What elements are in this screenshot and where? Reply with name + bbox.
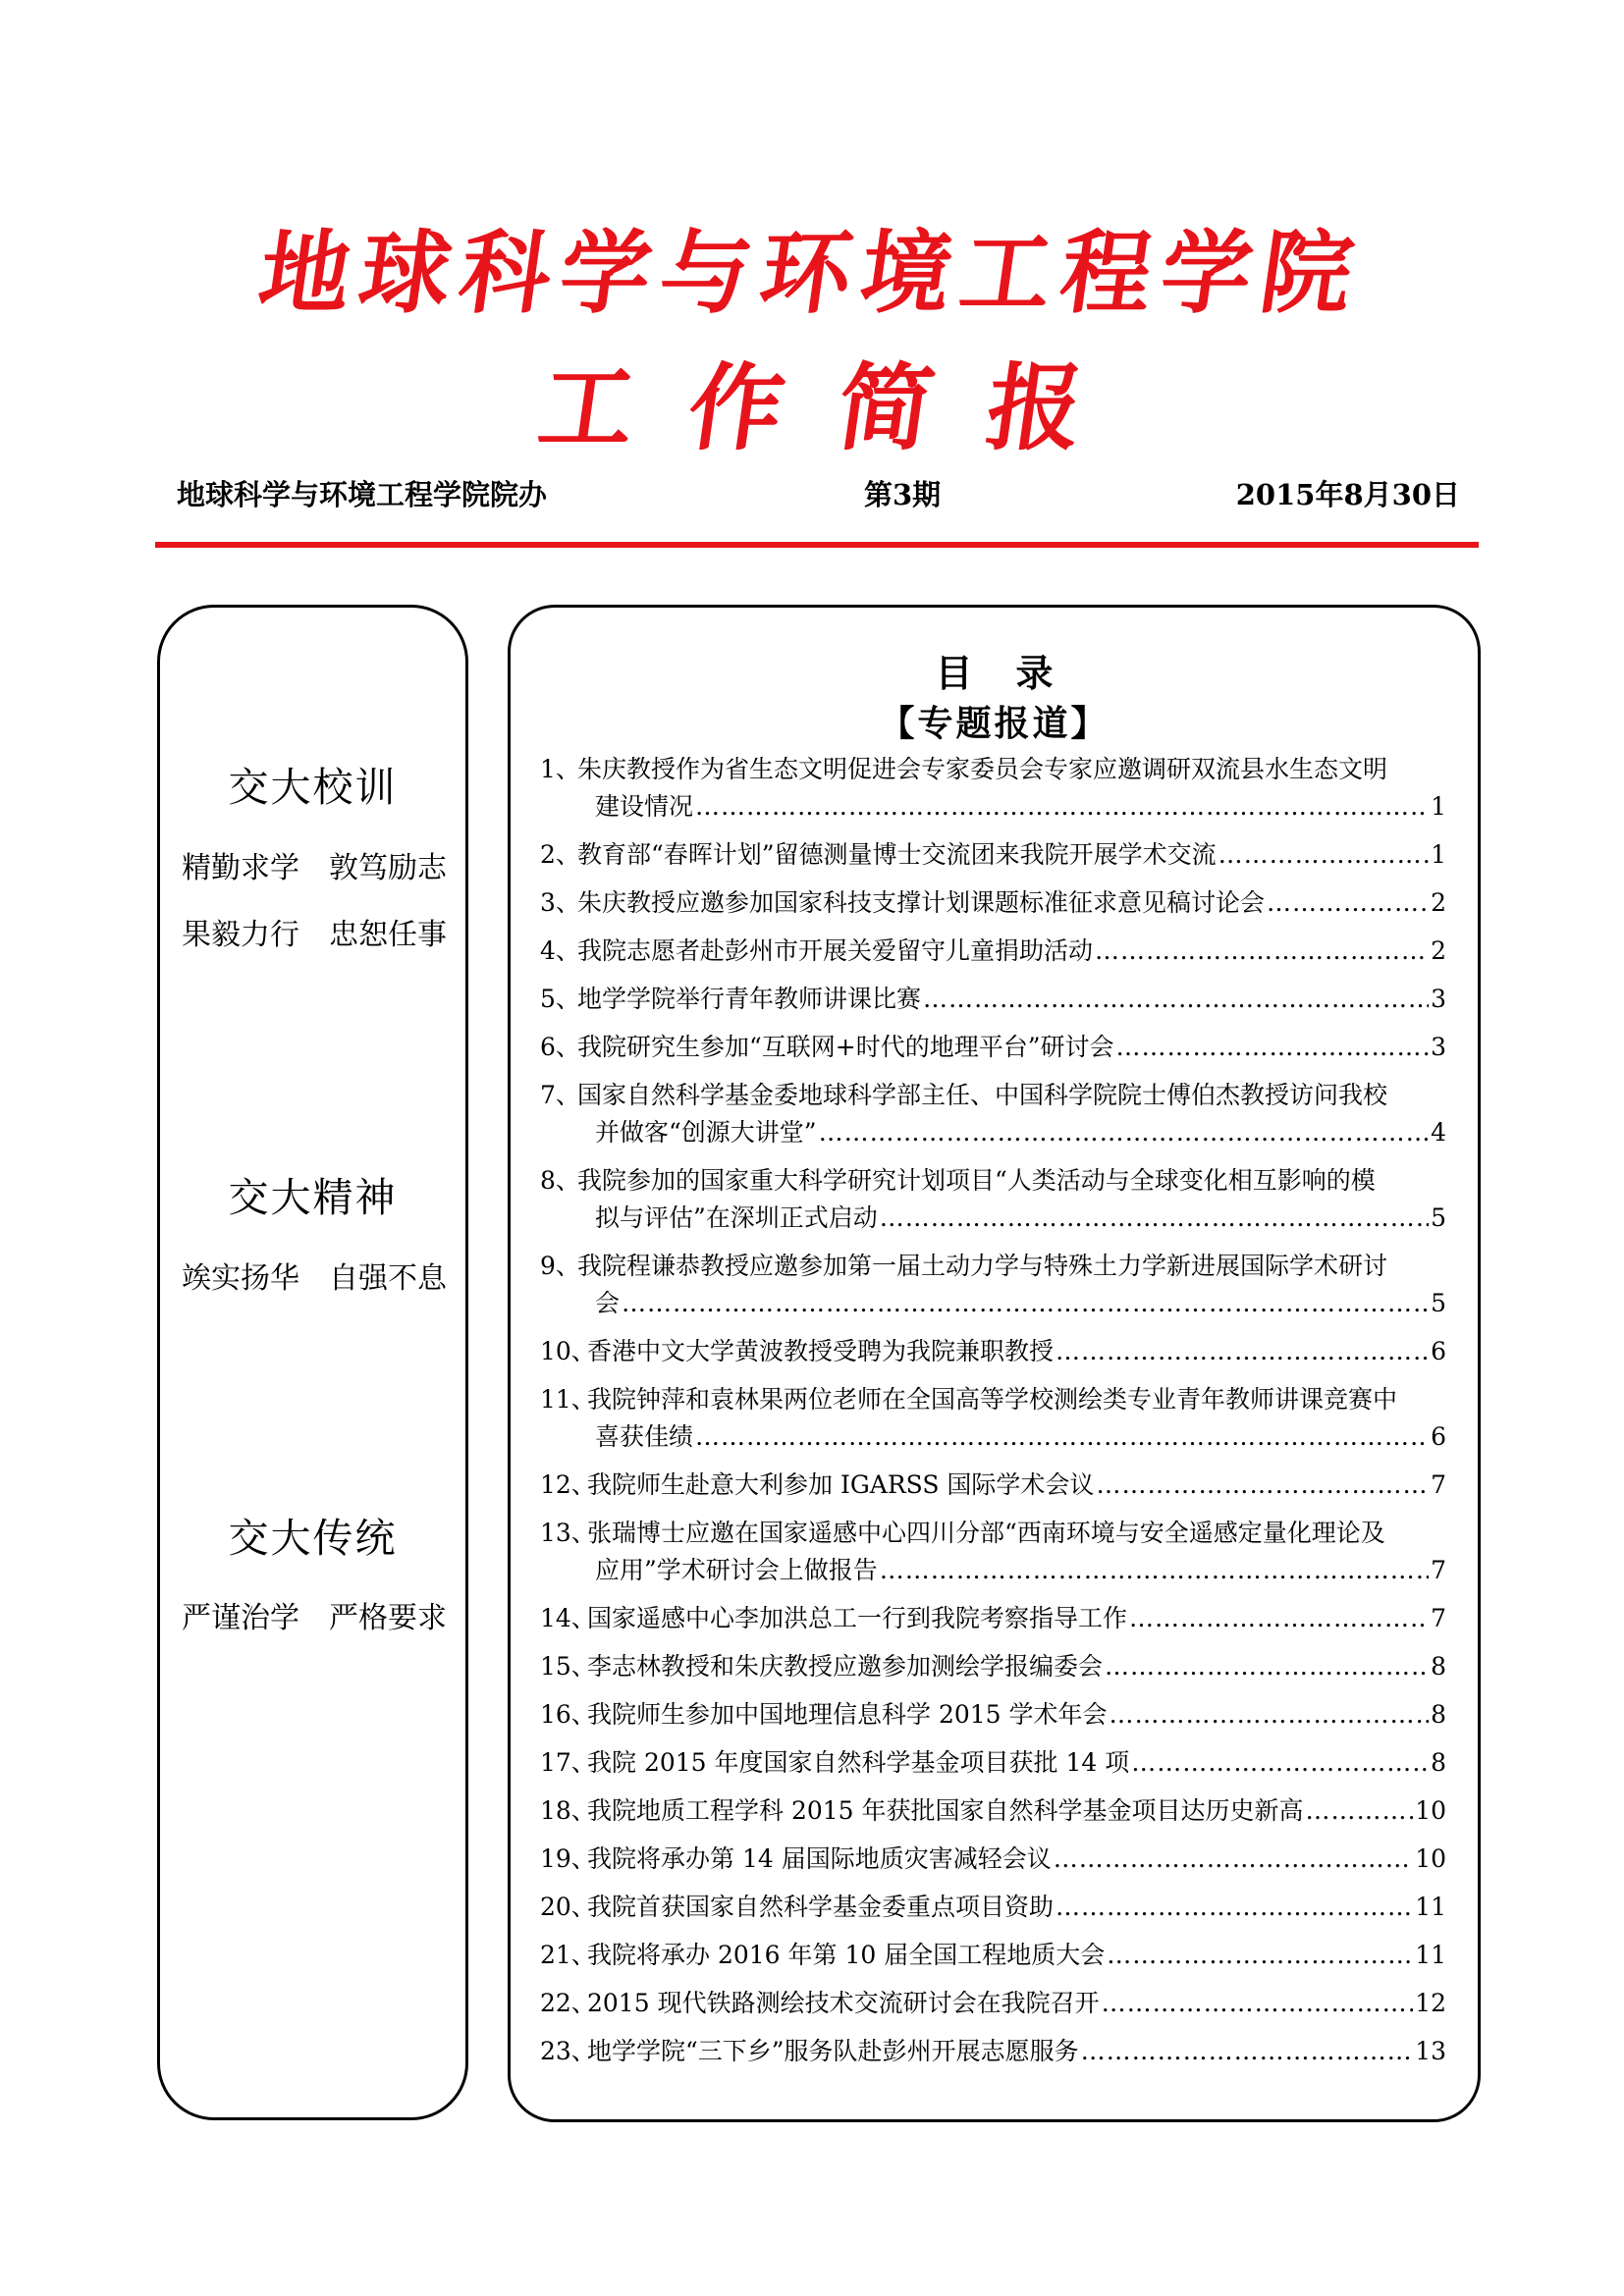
toc-dot-leader [1054, 1841, 1413, 1878]
toc-entry[interactable] [540, 1077, 1446, 1151]
toc-entry-title: 我院首获国家自然科学基金委重点项目资助 [587, 1893, 1055, 1921]
toc-entry-leader-line [540, 836, 1446, 874]
toc-entry-leader-line [540, 1029, 1446, 1066]
toc-entry-number: 7、 [540, 1081, 580, 1109]
toc-entry-number: 14、 [540, 1604, 596, 1632]
toc-entry-leader-line [540, 884, 1446, 922]
toc-page-number: 1 [1431, 792, 1446, 821]
toc-dot-leader [1110, 1696, 1430, 1734]
toc-entry[interactable] [540, 1333, 1446, 1370]
toc-entry-title: 我院志愿者赴彭州市开展关爱留守儿童捐助活动 [577, 936, 1094, 965]
toc-dot-leader [923, 981, 1429, 1018]
toc-entry[interactable] [540, 1841, 1446, 1878]
motto-phrase: 敦笃励志 [329, 851, 447, 885]
toc-entry-title: 我院研究生参加“互联网+时代的地理平台”研讨会 [577, 1033, 1114, 1061]
toc-entry-number: 19、 [540, 1844, 596, 1873]
toc-entry-number: 23、 [540, 2037, 596, 2065]
toc-entry-title-line: 张瑞博士应邀在国家遥感中心四川分部“西南环境与安全遥感定量化理论及 [587, 1519, 1385, 1547]
toc-dot-leader [1096, 1467, 1429, 1504]
toc-entry-title: 建设情况 [595, 792, 694, 821]
toc-entry[interactable] [540, 1029, 1446, 1066]
toc-entry-title: 地学学院举行青年教师讲课比赛 [577, 985, 922, 1013]
header-divider [155, 542, 1479, 548]
toc-page-number: 11 [1415, 1893, 1446, 1921]
toc-page-number: 5 [1431, 1203, 1446, 1232]
toc-list [540, 751, 1446, 2081]
motto-phrase: 果毅力行 [182, 918, 299, 952]
toc-entry[interactable] [540, 1162, 1446, 1237]
toc-entry[interactable] [540, 1985, 1446, 2022]
toc-entry-title: 会 [595, 1289, 621, 1317]
toc-entry-number: 16、 [540, 1700, 596, 1729]
toc-page-number: 10 [1415, 1796, 1446, 1825]
toc-entry-number: 17、 [540, 1748, 596, 1777]
toc-entry-title: 并做客“创源大讲堂” [595, 1118, 817, 1147]
toc-entry-leader-line [540, 1696, 1446, 1734]
toc-entry[interactable] [540, 1889, 1446, 1926]
toc-entry[interactable] [540, 1600, 1446, 1637]
toc-entry-leader-line [540, 788, 1446, 826]
toc-page-number: 3 [1431, 985, 1446, 1013]
toc-page-number: 2 [1431, 888, 1446, 917]
toc-section-heading: 【专题报道】 [879, 703, 1110, 744]
toc-entry[interactable] [540, 1937, 1446, 1974]
toc-entry[interactable] [540, 2033, 1446, 2070]
tradition-heading: 交大传统 [228, 1515, 398, 1562]
bulletin-college-title: 地球科学与环境工程学院 [252, 220, 1370, 326]
toc-entry-number: 13、 [540, 1519, 596, 1547]
toc-page-number: 7 [1431, 1604, 1446, 1632]
spirit-heading: 交大精神 [228, 1174, 398, 1221]
toc-entry[interactable] [540, 1744, 1446, 1782]
toc-entry-leader-line [540, 1600, 1446, 1637]
toc-entry-title-line: 我院参加的国家重大科学研究计划项目“人类活动与全球变化相互影响的模 [577, 1166, 1376, 1195]
toc-entry[interactable] [540, 1381, 1446, 1456]
toc-title: 目录 [935, 651, 1097, 695]
toc-page-number: 2 [1431, 936, 1446, 965]
toc-entry-title-line: 我院程谦恭教授应邀参加第一届土动力学与特殊土力学新进展国际学术研讨 [577, 1252, 1388, 1280]
toc-entry-leader-line [540, 1200, 1446, 1237]
toc-dot-leader [1116, 1029, 1430, 1066]
toc-entry-title: 我院地质工程学科 2015 年获批国家自然科学基金项目达历史新高 [587, 1796, 1304, 1825]
motto-phrase: 严格要求 [329, 1601, 447, 1635]
toc-entry-title: 应用”学术研讨会上做报告 [595, 1556, 878, 1584]
toc-dot-leader [1218, 836, 1430, 874]
toc-entry-title: 我院将承办 2016 年第 10 届全国工程地质大会 [587, 1941, 1106, 1969]
toc-entry-number: 3、 [540, 888, 580, 917]
motto-line [182, 1593, 456, 1636]
toc-entry-number: 6、 [540, 1033, 580, 1061]
toc-entry-title: 教育部“春晖计划”留德测量博士交流团来我院开展学术交流 [577, 840, 1217, 869]
toc-entry-title: 国家遥感中心李加洪总工一行到我院考察指导工作 [587, 1604, 1128, 1632]
toc-dot-leader [1102, 1985, 1414, 2022]
motto-line [182, 1254, 456, 1297]
toc-entry[interactable] [540, 1515, 1446, 1589]
toc-entry[interactable] [540, 1696, 1446, 1734]
toc-entry-leader-line [540, 933, 1446, 970]
publisher-label: 地球科学与环境工程学院院办 [177, 478, 548, 511]
toc-entry-title-line: 朱庆教授作为省生态文明促进会专家委员会专家应邀调研双流县水生态文明 [577, 755, 1388, 783]
toc-entry[interactable] [540, 836, 1446, 874]
toc-page-number: 13 [1415, 2037, 1446, 2065]
toc-entry-number: 18、 [540, 1796, 596, 1825]
toc-entry[interactable] [540, 1792, 1446, 1830]
toc-entry-leader-line [540, 1744, 1446, 1782]
toc-entry-title: 地学学院“三下乡”服务队赴彭州开展志愿服务 [587, 2037, 1079, 2065]
toc-page-number: 3 [1431, 1033, 1446, 1061]
toc-entry-leader-line [540, 1467, 1446, 1504]
toc-entry[interactable] [540, 884, 1446, 922]
toc-dot-leader [1267, 884, 1429, 922]
issue-number: 第3期 [864, 478, 942, 511]
toc-entry-title: 2015 现代铁路测绘技术交流研讨会在我院召开 [587, 1989, 1100, 2017]
toc-entry-title: 我院师生赴意大利参加 IGARSS 国际学术会议 [587, 1470, 1095, 1499]
toc-dot-leader [880, 1552, 1429, 1589]
toc-dot-leader [1081, 2033, 1414, 2070]
toc-entry-number: 21、 [540, 1941, 596, 1969]
toc-page-number: 7 [1431, 1470, 1446, 1499]
toc-page-number: 4 [1431, 1118, 1446, 1147]
toc-entry-number: 2、 [540, 840, 580, 869]
toc-entry-title: 拟与评估”在深圳正式启动 [595, 1203, 878, 1232]
toc-page-number: 8 [1431, 1652, 1446, 1681]
toc-entry[interactable] [540, 1248, 1446, 1322]
toc-page-number: 5 [1431, 1289, 1446, 1317]
toc-dot-leader [1107, 1937, 1413, 1974]
toc-entry-leader-line [540, 981, 1446, 1018]
toc-entry-leader-line [540, 1985, 1446, 2022]
toc-entry-title: 我院师生参加中国地理信息科学 2015 学术年会 [587, 1700, 1108, 1729]
toc-page-number: 12 [1415, 1989, 1446, 2017]
toc-page-number: 6 [1431, 1422, 1446, 1451]
toc-entry-leader-line [540, 1552, 1446, 1589]
toc-entry-leader-line [540, 1648, 1446, 1685]
toc-entry-title-line: 国家自然科学基金委地球科学部主任、中国科学院院士傅伯杰教授访问我校 [577, 1081, 1388, 1109]
toc-entry-leader-line [540, 1114, 1446, 1151]
motto-phrase: 忠恕任事 [329, 918, 447, 952]
toc-entry[interactable] [540, 1467, 1446, 1504]
toc-dot-leader [1131, 1744, 1429, 1782]
toc-dot-leader [1056, 1889, 1413, 1926]
toc-entry[interactable] [540, 751, 1446, 826]
toc-entry-title: 我院将承办第 14 届国际地质灾害减轻会议 [587, 1844, 1052, 1873]
toc-entry-number: 4、 [540, 936, 580, 965]
toc-entry-leader-line [540, 2033, 1446, 2070]
toc-entry-number: 12、 [540, 1470, 596, 1499]
toc-entry-title: 我院 2015 年度国家自然科学基金项目获批 14 项 [587, 1748, 1130, 1777]
toc-entry-leader-line [540, 1333, 1446, 1370]
toc-entry-leader-line [540, 1418, 1446, 1456]
issue-date: 2015年8月30日 [1235, 478, 1460, 511]
motto-phrase: 竢实扬华 [182, 1261, 299, 1296]
motto-phrase: 严谨治学 [182, 1601, 299, 1635]
toc-page-number: 6 [1431, 1337, 1446, 1365]
toc-entry-number: 5、 [540, 985, 580, 1013]
toc-entry[interactable] [540, 1648, 1446, 1685]
toc-entry-number: 22、 [540, 1989, 596, 2017]
toc-entry-number: 11、 [540, 1385, 596, 1414]
bulletin-name-title: 工作简报 [532, 352, 1145, 463]
toc-entry-title: 喜获佳绩 [595, 1422, 694, 1451]
toc-entry-leader-line [540, 1937, 1446, 1974]
toc-dot-leader [1129, 1600, 1429, 1637]
toc-page-number: 8 [1431, 1748, 1446, 1777]
toc-entry[interactable] [540, 981, 1446, 1018]
toc-page-number: 11 [1415, 1941, 1446, 1969]
toc-page-number: 7 [1431, 1556, 1446, 1584]
toc-dot-leader [1095, 933, 1429, 970]
toc-entry-number: 15、 [540, 1652, 596, 1681]
toc-entry-title: 朱庆教授应邀参加国家科技支撑计划课题标准征求意见稿讨论会 [577, 888, 1266, 917]
toc-page-number: 8 [1431, 1700, 1446, 1729]
toc-entry-number: 8、 [540, 1166, 580, 1195]
toc-dot-leader [880, 1200, 1429, 1237]
toc-entry-number: 10、 [540, 1337, 596, 1365]
toc-entry-title: 香港中文大学黄波教授受聘为我院兼职教授 [587, 1337, 1055, 1365]
toc-entry-number: 20、 [540, 1893, 596, 1921]
toc-page-number: 10 [1415, 1844, 1446, 1873]
toc-entry-leader-line [540, 1792, 1446, 1830]
toc-entry-title: 李志林教授和朱庆教授应邀参加测绘学报编委会 [587, 1652, 1104, 1681]
toc-entry-number: 1、 [540, 755, 580, 783]
toc-dot-leader [695, 788, 1429, 826]
toc-dot-leader [622, 1285, 1429, 1322]
toc-page-number: 1 [1431, 840, 1446, 869]
motto-line [182, 910, 456, 953]
toc-dot-leader [1056, 1333, 1429, 1370]
motto-sidebar [157, 605, 468, 2120]
toc-dot-leader [819, 1114, 1430, 1151]
motto-line [182, 843, 456, 886]
toc-entry-leader-line [540, 1285, 1446, 1322]
motto-heading: 交大校训 [228, 764, 398, 811]
table-of-contents [508, 605, 1481, 2122]
toc-entry-leader-line [540, 1889, 1446, 1926]
toc-entry-title-line: 我院钟萍和袁林果两位老师在全国高等学校测绘类专业青年教师讲课竞赛中 [587, 1385, 1398, 1414]
toc-entry-number: 9、 [540, 1252, 580, 1280]
motto-phrase: 自强不息 [329, 1261, 447, 1296]
toc-dot-leader [1306, 1792, 1414, 1830]
toc-entry[interactable] [540, 933, 1446, 970]
toc-entry-leader-line [540, 1841, 1446, 1878]
toc-dot-leader [1105, 1648, 1429, 1685]
toc-dot-leader [695, 1418, 1429, 1456]
motto-phrase: 精勤求学 [182, 851, 299, 885]
